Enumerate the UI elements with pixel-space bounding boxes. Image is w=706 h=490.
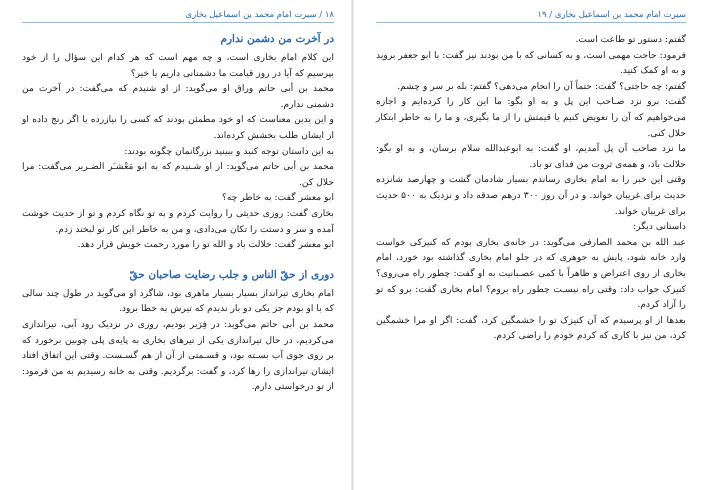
paragraph: این کلام امام بخاری است، و چه مهم است که هر کدام این سؤال را از خود بپرسیم که آیا در روز قیامت ما دشمنانی داریم یا خیر؟ [22, 52, 334, 79]
paragraph: محمد بن أبی حاتم می‌گوید: در فِرَبر بودیم، روزی در نزدیک رود آبی، تیراندازی می‌کردیم، در حال تیراندازی یکی از تیرهای بخاری به پایه‌ی پلی چوبین برخورد که بر روی جوی آب بسـته بود، و قسـمتی از آن از هم گسـست. وقتی این اتفاق افتاد ایشان تیراندازی را رها کرد، و گفت: برگردیم. وقتی به خانه رسیدیم به من فرمود: از تو درخواستی دارم. [22, 318, 334, 393]
paragraph: ابو معشر گفت: به خاطر چه؟ [221, 192, 334, 204]
paragraph: داستانی دیگر: [633, 221, 686, 233]
paragraph: ابو معشر گفت: حلالت باد و الله تو را مورد رحمت خویش قرار دهد. [77, 239, 334, 251]
paragraph: و این بدین معناست که او خود مطمئن بودند که کسی را نیازرده یا اگر رنج داده او از ایشان طلب بخشش کرده‌اند. [22, 114, 334, 141]
paragraph: به این داستان توجه کنید و ببینید بزرگانمان چگونه بودند: [124, 145, 334, 157]
paragraph: گفتم: چه حاجتی؟ گفت: حتماً آن را انجام می‌دهی؟ گفتم: بله بر سر و چشم. [397, 80, 686, 92]
paragraph: بعدها از او پرسیدم که آن کنیزک تو را خشمگین کرد، گفت: اگر او مرا خشمگین کرد، من نیز با کاری که کردم خودم را راضی کردم. [376, 314, 686, 342]
section-heading: دوری از حقّ الناس و جلب رضایت صاحبان حقّ [129, 268, 334, 281]
paragraph: امام بخاری تیرانداز بسیار بسیار ماهری بود، شاگرد او می‌گوید در طول چند سالی که با او بودم جز یکی دو بار ندیدم که تیرش به خطا برود. [22, 287, 334, 315]
left-page [0, 0, 352, 490]
right-page [354, 0, 706, 490]
paragraph: ما نزد صاحب آن پل آمدیم، او گفت: به ابوعبدالله سلام برسان، و به او بگو: حلالت باد، و همه‌ی ثروت من فدای تو باد. [376, 143, 686, 170]
paragraph: گفت: برو نزد صـاحب این پل و به او بگو: ما این کار را کرده‌ایم و اجازه می‌خواهیم که آن را تعویض کنیم یا قیمتش را از ما بگیری، و ما را به خاطر ابتکار حلال کنی. [376, 96, 686, 139]
paragraph: عبد الله بن محمد الصارفی می‌گوید: در خانه‌ی بخاری بودم که کنیزکی خواست وارد خانه شود، پایش به جوهری که در جلو امام بخاری گذاشته بود خورد، امام بخاری از روی اعتراض و ظاهراً با کمی عصـبانیت به او گفت: چطور راه می‌روی؟ کنیزک جواب داد: وقتی راه نیسـت چطور راه بروم؟ امام بخاری گفت: برو که تو را آزاد کردم. [376, 236, 686, 311]
paragraph: بخاری گفت: روزی حدیثی را روایت کردم و به تو نگاه کردم و تو از حدیث خوشت آمده و سر و دستت را تکان می‌دادی، و من به خاطر این کار تو لبخند زدم. [22, 207, 334, 235]
paragraph: محمد بن أبی حاتم وراق او می‌گوید: از او شنیدم که می‌گفت: در آخرت من دشمنی ندارم. [22, 83, 334, 110]
paragraph: گفتم: دستور تو طاعت است. [575, 34, 686, 45]
running-head: ۱۸ / سیرت امام محمد بن اسماعیل بخاری [22, 10, 334, 23]
running-head: سیرت امام محمد بن اسماعیل بخاری / ۱۹ [376, 10, 686, 23]
paragraph: فرمود: حاجت مهمی است، و به کسانی که با من بودند نیز گفت: با ابو جعفر بروید و به او کمک کنید. [376, 49, 686, 77]
paragraph: محمد بن أبی حاتم می‌گوید: از او شـنیدم که به ابو مَعْشـَر الضـریر می‌گفت: مرا حلال کن. [22, 161, 334, 188]
paragraph: وقتی این خبر را به امام بخاری رساندم بسیار شادمان گشت و چهارصد شانزده حدیث برای غریبان خواند. و در آن روز ۳۰۰ درهم صدقه داد و نزدیک به ۵۰۰ حدیث برای غریبان خواند. [376, 174, 686, 217]
section-heading: در آخرت من دشمن ندارم [220, 33, 334, 45]
